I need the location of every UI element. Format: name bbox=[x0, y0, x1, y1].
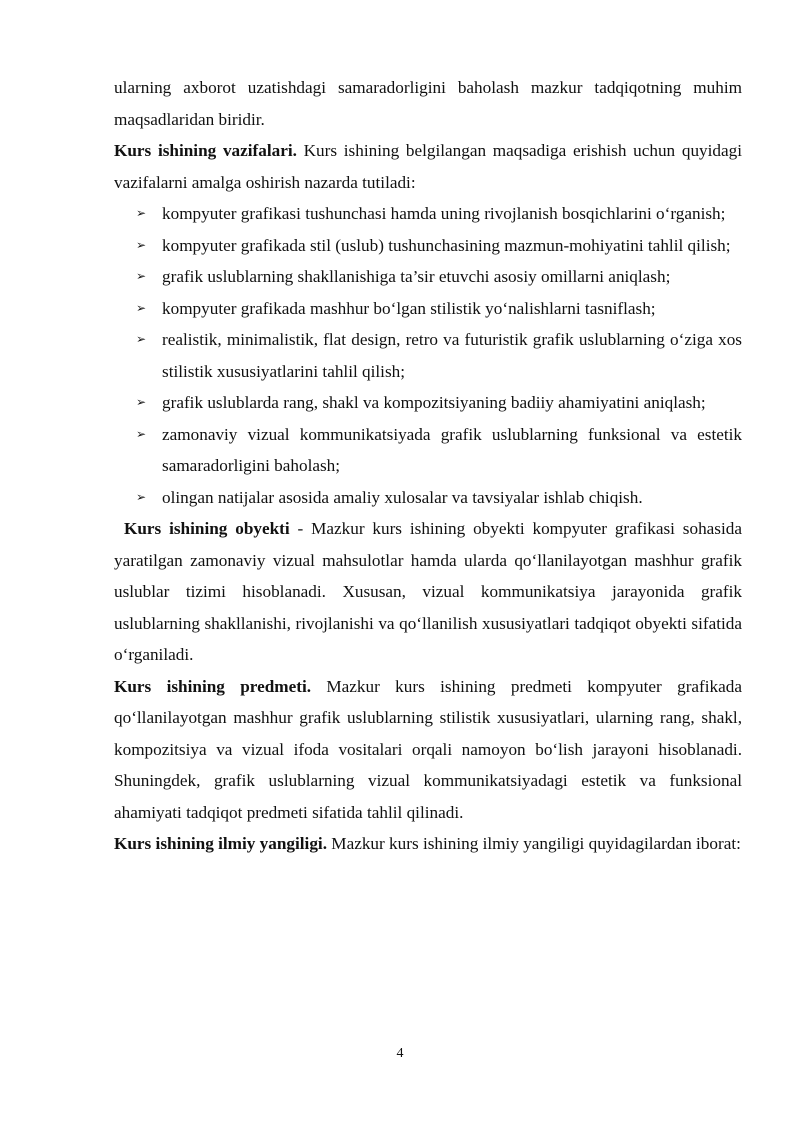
list-item-text: realistik, minimalistik, flat design, retro va futuristik grafik uslublarning o‘ziga xos stilistik xususiyatlarini tahlil qilish; bbox=[162, 330, 742, 381]
arrow-bullet-icon: ➢ bbox=[136, 206, 147, 220]
list-item bbox=[136, 324, 742, 387]
arrow-bullet-icon: ➢ bbox=[136, 395, 147, 409]
arrow-bullet-icon: ➢ bbox=[136, 269, 147, 283]
list-item-text: kompyuter grafikada mashhur bo‘lgan stilistik yo‘nalishlarni tasniflash; bbox=[162, 298, 656, 318]
list-item-text: zamonaviy vizual kommunikatsiyada grafik uslublarning funksional va estetik samaradorligini baholash; bbox=[162, 424, 742, 475]
document-page bbox=[114, 72, 742, 860]
list-item bbox=[136, 261, 742, 293]
list-item bbox=[136, 482, 742, 514]
object-heading: Kurs ishining obyekti bbox=[124, 519, 290, 538]
list-item-text: kompyuter grafikada stil (uslub) tushunchasining mazmun-mohiyatini tahlil qilish; bbox=[162, 235, 731, 255]
list-item bbox=[136, 387, 742, 419]
page-number: 4 bbox=[396, 1046, 404, 1061]
list-item bbox=[136, 419, 742, 482]
tasks-list bbox=[114, 198, 742, 513]
arrow-bullet-icon: ➢ bbox=[136, 426, 147, 441]
list-item bbox=[136, 230, 742, 262]
novelty-heading: Kurs ishining ilmiy yangiligi. bbox=[114, 834, 327, 853]
subject-text: Mazkur kurs ishining predmeti kompyuter grafikada qo‘llanilayotgan mashhur grafik uslublarning stilistik xususiyatlari, ularning rang, shakl, kompozitsiya va vizual ifoda vositalari orqali namoyon bo‘lish jarayoni hisoblanadi. Shuningdek, grafik uslublarning vizual kommunikatsiyadagi estetik va funksional ahamiyati tadqiqot predmeti sifatida tahlil qilinadi. bbox=[114, 676, 742, 822]
list-item-text: olingan natijalar asosida amaliy xulosalar va tavsiyalar ishlab chiqish. bbox=[162, 487, 643, 507]
novelty-paragraph bbox=[114, 828, 742, 860]
subject-paragraph bbox=[114, 671, 742, 829]
object-text: - Mazkur kurs ishining obyekti kompyuter grafikasi sohasida yaratilgan zamonaviy vizual mahsulotlar hamda ularda qo‘llanilayotgan mashhur grafik uslublar tizimi hisoblanadi. Xususan, vizual kommunikatsiya jarayonida grafik uslublarning shakllanishi, rivojlanishi va qo‘llanilish xususiyatlari tadqiqot obyekti sifatida o‘rganiladi. bbox=[114, 519, 742, 664]
list-item-text: kompyuter grafikasi tushunchasi hamda uning rivojlanish bosqichlarini o‘rganish; bbox=[162, 204, 726, 223]
list-item-text: grafik uslublarning shakllanishiga ta’sir etuvchi asosiy omillarni aniqlash; bbox=[162, 267, 671, 286]
arrow-bullet-icon: ➢ bbox=[136, 489, 147, 504]
arrow-bullet-icon: ➢ bbox=[136, 300, 147, 315]
list-item-text: grafik uslublarda rang, shakl va kompozitsiyaning badiiy ahamiyatini aniqlash; bbox=[162, 393, 706, 412]
novelty-text: Mazkur kurs ishining ilmiy yangiligi quyidagilardan iborat: bbox=[327, 834, 741, 853]
arrow-bullet-icon: ➢ bbox=[136, 237, 147, 252]
intro-paragraph: ularning axborot uzatishdagi samaradorligini baholash mazkur tadqiqotning muhim maqsadlaridan biridir. bbox=[114, 78, 742, 129]
list-item bbox=[136, 198, 742, 230]
object-paragraph bbox=[114, 513, 742, 671]
tasks-heading: Kurs ishining vazifalari. bbox=[114, 141, 297, 160]
arrow-bullet-icon: ➢ bbox=[136, 332, 147, 346]
list-item bbox=[136, 293, 742, 325]
tasks-paragraph bbox=[114, 135, 742, 198]
tasks-text: Kurs ishining belgilangan maqsadiga erishish uchun quyidagi vazifalarni amalga oshirish nazarda tutiladi: bbox=[114, 141, 743, 192]
subject-heading: Kurs ishining predmeti. bbox=[114, 676, 312, 696]
